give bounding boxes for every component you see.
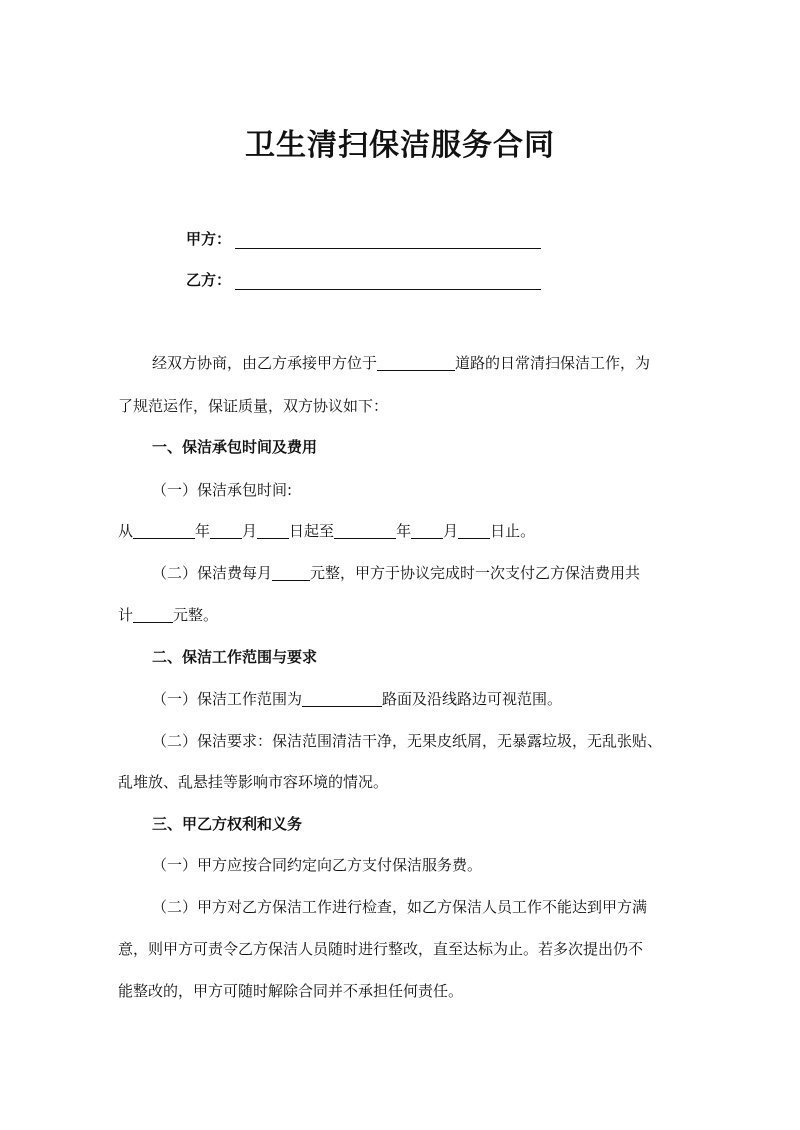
end-year-blank [334,522,396,539]
total-fee-blank [133,606,173,623]
intro-text-b: 道路的日常清扫保洁工作，为 [455,354,651,372]
section3-heading: 三、甲乙方权利和义务 [152,815,303,833]
intro-text-a: 经双方协商，由乙方承接甲方位于 [152,354,378,372]
section3-item2-line2: 意，则甲方可责令乙方保洁人员随时进行整改，直至达标为止。若多次提出仍不 [118,940,644,958]
start-year-blank [133,522,195,539]
party-b-label: 乙方： [186,271,232,289]
total-text-a: 计 [118,606,134,624]
section2-item1 [152,688,562,710]
section2-heading: 二、保洁工作范围与要求 [152,648,318,666]
end-month-label: 月 [443,522,459,540]
scope-text-b: 路面及沿线路边可视范围。 [382,690,563,708]
section1-item2-line2 [118,604,218,626]
scope-blank [302,690,382,707]
start-year-label: 年 [195,522,211,540]
section2-item2-line1: （二）保洁要求：保洁范围清洁干净，无果皮纸屑，无暴露垃圾，无乱张贴、 [152,732,663,750]
party-a-label: 甲方： [186,230,232,248]
end-month-blank [411,522,443,539]
date-from-label: 从 [118,522,134,540]
end-year-label: 年 [396,522,412,540]
date-range-line [118,520,535,542]
end-day-blank [458,522,490,539]
party-a-blank [235,230,541,249]
start-day-label: 日起至 [289,522,335,540]
party-a-row [186,225,541,249]
section1-heading: 一、保洁承包时间及费用 [152,438,318,456]
intro-line-1 [152,352,650,374]
section3-item2-line3: 能整改的，甲方可随时解除合同并不承担任何责任。 [118,982,464,1000]
start-day-blank [257,522,289,539]
party-b-blank [235,271,541,290]
location-blank [377,354,455,371]
section1-item1: （一）保洁承包时间: [152,481,293,499]
start-month-blank [210,522,242,539]
start-month-label: 月 [242,522,258,540]
total-text-b: 元整。 [173,606,219,624]
party-b-row [186,266,541,290]
section3-item2-line1: （二）甲方对乙方保洁工作进行检查，如乙方保洁人员工作不能达到甲方满 [152,898,648,916]
document-title: 卫生清扫保洁服务合同 [245,128,555,163]
fee-text-b: 元整，甲方于协议完成时一次支付乙方保洁费用共 [310,564,641,582]
end-day-label: 日止。 [490,522,536,540]
intro-line-2: 了规范运作，保证质量，双方协议如下： [118,397,389,415]
scope-text-a: （一）保洁工作范围为 [152,690,303,708]
fee-text-a: （二）保洁费每月 [152,564,273,582]
section3-item1: （一）甲方应按合同约定向乙方支付保洁服务费。 [152,856,483,874]
section2-item2-line2: 乱堆放、乱悬挂等影响市容环境的情况。 [118,773,389,791]
monthly-fee-blank [272,564,310,581]
section1-item2-line1 [152,562,640,584]
